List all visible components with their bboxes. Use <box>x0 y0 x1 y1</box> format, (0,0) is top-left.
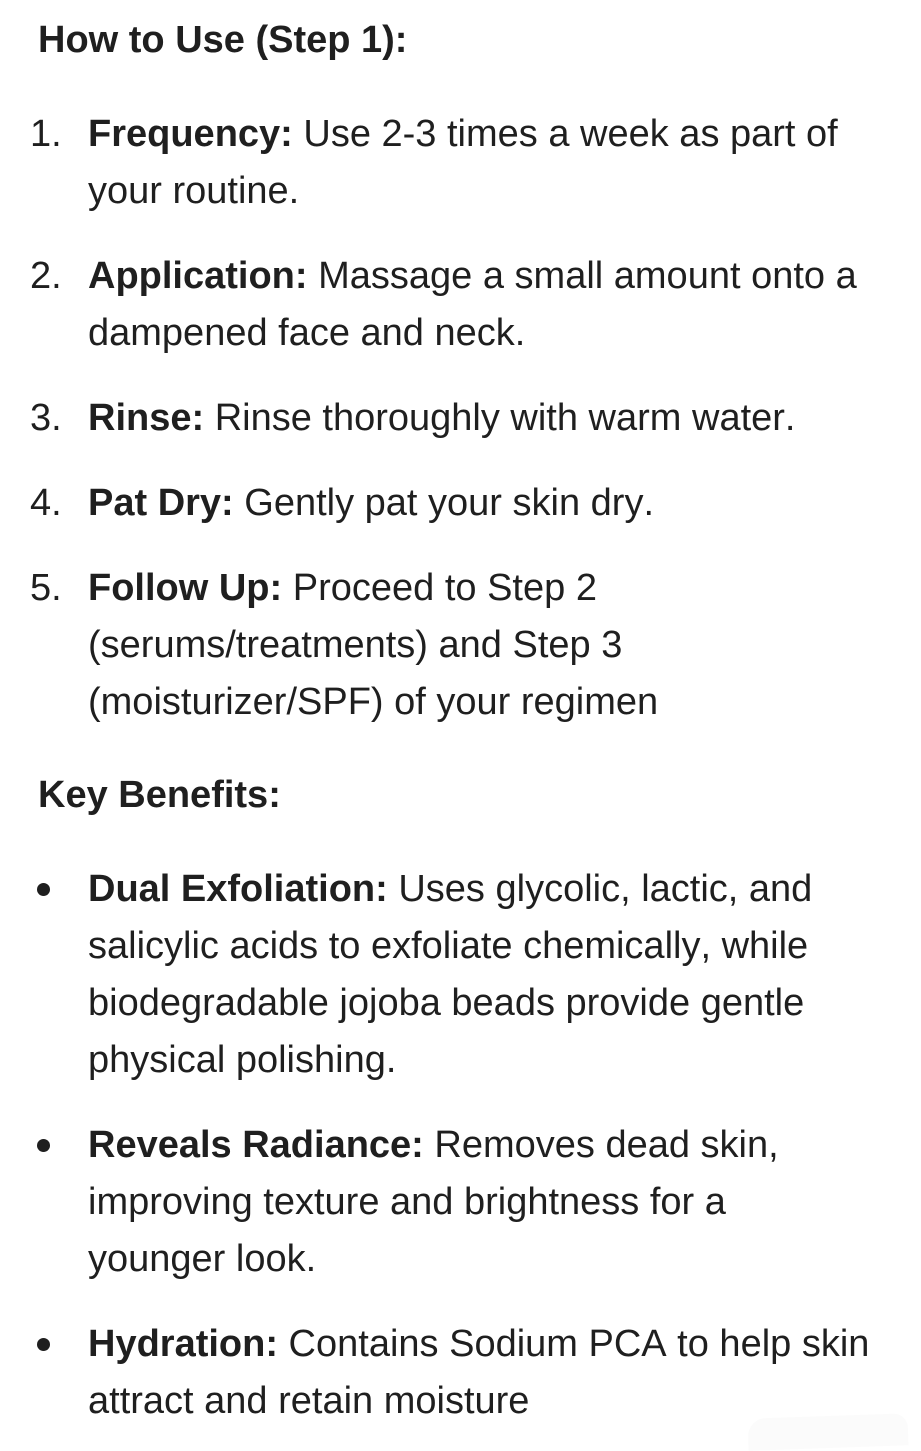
item-label: Follow Up: <box>88 567 283 609</box>
list-item-number: 2. <box>30 255 62 297</box>
list-item <box>30 1316 921 1430</box>
list-item <box>30 861 921 1089</box>
key-benefits-section <box>30 767 921 1430</box>
item-label: Reveals Radiance: <box>88 1124 424 1166</box>
list-item-number: 4. <box>30 482 62 524</box>
bottom-edge-artifact <box>747 1413 908 1451</box>
document-content <box>30 12 921 1430</box>
list-item-text: Hydration: Contains Sodium PCA to help skin attract and retain moisture <box>88 1323 870 1422</box>
item-label: Hydration: <box>88 1323 278 1365</box>
list-item-text: Application: Massage a small amount onto a dampened face and neck. <box>88 255 857 354</box>
list-item <box>30 475 921 532</box>
list-item-number: 3. <box>30 397 62 439</box>
list-item-number: 5. <box>30 567 62 609</box>
list-item-text: Frequency: Use 2-3 times a week as part of your routine. <box>88 113 838 212</box>
list-item <box>30 106 921 220</box>
list-item-text: Rinse: Rinse thoroughly with warm water. <box>88 397 796 439</box>
list-item-number: 1. <box>30 113 62 155</box>
bullet-dot-shape <box>37 1338 50 1351</box>
how-to-use-list <box>30 106 921 731</box>
list-item-text: Pat Dry: Gently pat your skin dry. <box>88 482 655 524</box>
bullet-dot-shape <box>37 1139 50 1152</box>
list-item <box>30 390 921 447</box>
item-label: Frequency: <box>88 113 293 155</box>
list-item-text: Reveals Radiance: Removes dead skin, improving texture and brightness for a younger look. <box>88 1124 779 1280</box>
item-label: Rinse: <box>88 397 205 439</box>
list-item <box>30 1117 921 1288</box>
list-item <box>30 560 921 731</box>
how-to-use-section <box>30 12 921 731</box>
list-item-text: Follow Up: Proceed to Step 2 (serums/treatments) and Step 3 (moisturizer/SPF) of your regimen <box>88 567 659 723</box>
key-benefits-list <box>30 861 921 1430</box>
how-to-use-heading: How to Use (Step 1): <box>38 19 408 61</box>
key-benefits-heading: Key Benefits: <box>38 774 281 816</box>
bullet-dot-shape <box>37 883 50 896</box>
list-item <box>30 248 921 362</box>
bullet-dot <box>30 1117 88 1152</box>
item-label: Dual Exfoliation: <box>88 868 388 910</box>
item-label: Pat Dry: <box>88 482 234 524</box>
item-label: Application: <box>88 255 308 297</box>
list-item-text: Dual Exfoliation: Uses glycolic, lactic, and salicylic acids to exfoliate chemically, while biodegradable jojoba beads provide gentle physical polishing. <box>88 868 813 1081</box>
bullet-dot <box>30 861 88 896</box>
bullet-dot <box>30 1316 88 1351</box>
